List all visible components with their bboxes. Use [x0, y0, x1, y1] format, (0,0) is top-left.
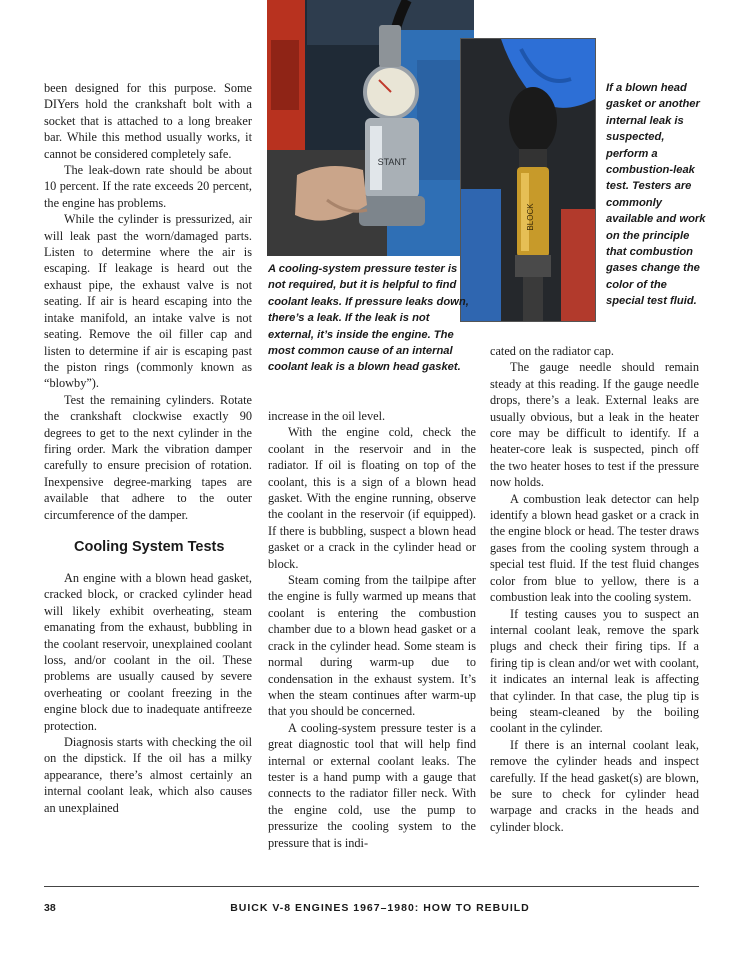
pressure-tester-photo: [267, 0, 474, 256]
footer-rule: [44, 886, 699, 887]
detector-label: BLOCK: [526, 203, 535, 231]
paragraph: With the engine cold, check the coolant in the reservoir and in the radiator. If oil is floating on top of the coolant, this is a sign of a blown head gasket. With the engine running, observe the coolant in the reservoir (if equipped). If there is bubbling, suspect a blown head gasket or a crack in the cylinder head or block.: [268, 425, 476, 571]
paragraph: Test the remaining cylinders. Rotate the crankshaft clockwise exactly 90 degrees to get to the next cylinder in the firing order. Mark the vibration damper carefully to ensure precision of rotation. Inexpensive degree-marking tapes are available that adhere to the outer circumference of the damper.: [44, 392, 252, 522]
paragraph: Steam coming from the tailpipe after the engine is fully warmed up means that coolant is entering the combustion chamber due to a blown head gasket or a crack in the cylinder head. Some steam is normal during warm-up due to condensation in the exhaust system. It’s when the steam continues after warm-up that you should be concerned.: [268, 573, 476, 719]
paragraph: increase in the oil level.: [268, 409, 386, 423]
paragraph: A cooling-system pressure tester is a great diagnostic tool that will help find internal or external coolant leaks. The tester is a hand pump with a gauge that connects to the radiator filler neck. With the engine cold, use the pump to pressurize the cooling system to the pressure that is indi-: [268, 720, 476, 850]
page-number: 38: [44, 902, 56, 914]
paragraph: The leak-down rate should be about 10 percent. If the rate exceeds 20 percent, the engine has problems.: [44, 163, 252, 210]
paragraph: If there is an internal coolant leak, remove the cylinder heads and inspect carefully. If the head gasket(s) are blown, be sure to check for cylinder head warpage and cracks in the heads and cylinder block.: [490, 737, 699, 834]
paragraph: Diagnosis starts with checking the oil on the dipstick. If the oil has a milky appearance, there’s almost certainly an internal coolant leak, which also causes an unexplained: [44, 735, 252, 815]
combustion-leak-detector-photo: [460, 38, 596, 322]
section-heading: Cooling System Tests: [74, 538, 225, 555]
paragraph: cated on the radiator cap.: [490, 344, 614, 358]
paragraph: While the cylinder is pressurized, air will leak past the worn/damaged parts. Listen to determine where the air is escaping. If leakage is heard out the exhaust pipe, the exhaust valve is not seating. If air is heard escaping into the intake manifold, an intake valve is not seating. Remove the oil filler cap and listen to determine if air is escaping past the piston rings (commonly known as “blowby”).: [44, 212, 252, 391]
body-column-middle: [268, 408, 476, 851]
paragraph: The gauge needle should remain steady at this reading. If the gauge needle drops, there’s a leak. External leaks are usually obvious, but a leak in the heater core may be difficult to identify. If a heater-core leak is suspected, pinch off the two heater hoses to test if the pressure now holds.: [490, 360, 699, 490]
running-head: BUICK V-8 ENGINES 1967–1980: HOW TO REBUILD: [230, 902, 530, 914]
tester-label: STANT: [377, 157, 407, 167]
combustion-leak-caption: If a blown head gasket or another internal leak is suspected, perform a combustion-leak test. Testers are commonly available and work on the principle that combustion gases change the color of the special test fluid.: [606, 82, 706, 308]
paragraph: An engine with a blown head gasket, cracked block, or cracked cylinder head will likely exhibit overheating, steam emanating from the exhaust, bubbling in the coolant reservoir, unexplained coolant loss, and/or coolant in the oil. These problems are usually caused by severe overheating or coolant freezing in the engine block due to inadequate antifreeze protection.: [44, 570, 252, 733]
paragraph: been designed for this purpose. Some DIYers hold the crankshaft bolt with a socket that is attached to a long breaker bar. While this method usually works, it cannot be considered completely safe.: [44, 81, 252, 161]
pressure-tester-caption: A cooling-system pressure tester is not required, but it is helpful to find coolant leaks. If pressure leaks down, there’s a leak. If the leak is not external, it’s inside the engine. The most common cause of an internal coolant leak is a blown head gasket.: [268, 263, 469, 374]
paragraph: A combustion leak detector can help identify a blown head gasket or a crack in the engine block or head. The tester draws gases from the cooling system through a special test fluid. If the test fluid changes color from blue to yellow, there is a combustion leak into the cooling system.: [490, 491, 699, 605]
body-column-left: [44, 80, 252, 816]
paragraph: If testing causes you to suspect an internal coolant leak, remove the spark plugs and check their firing tips. If a firing tip is clean and/or wet with coolant, it indicates an internal leak is affecting that cylinder. In that case, the plug tip is being steam-cleaned by the boiling coolant in the cylinder.: [490, 606, 699, 736]
body-column-right: [490, 343, 699, 835]
